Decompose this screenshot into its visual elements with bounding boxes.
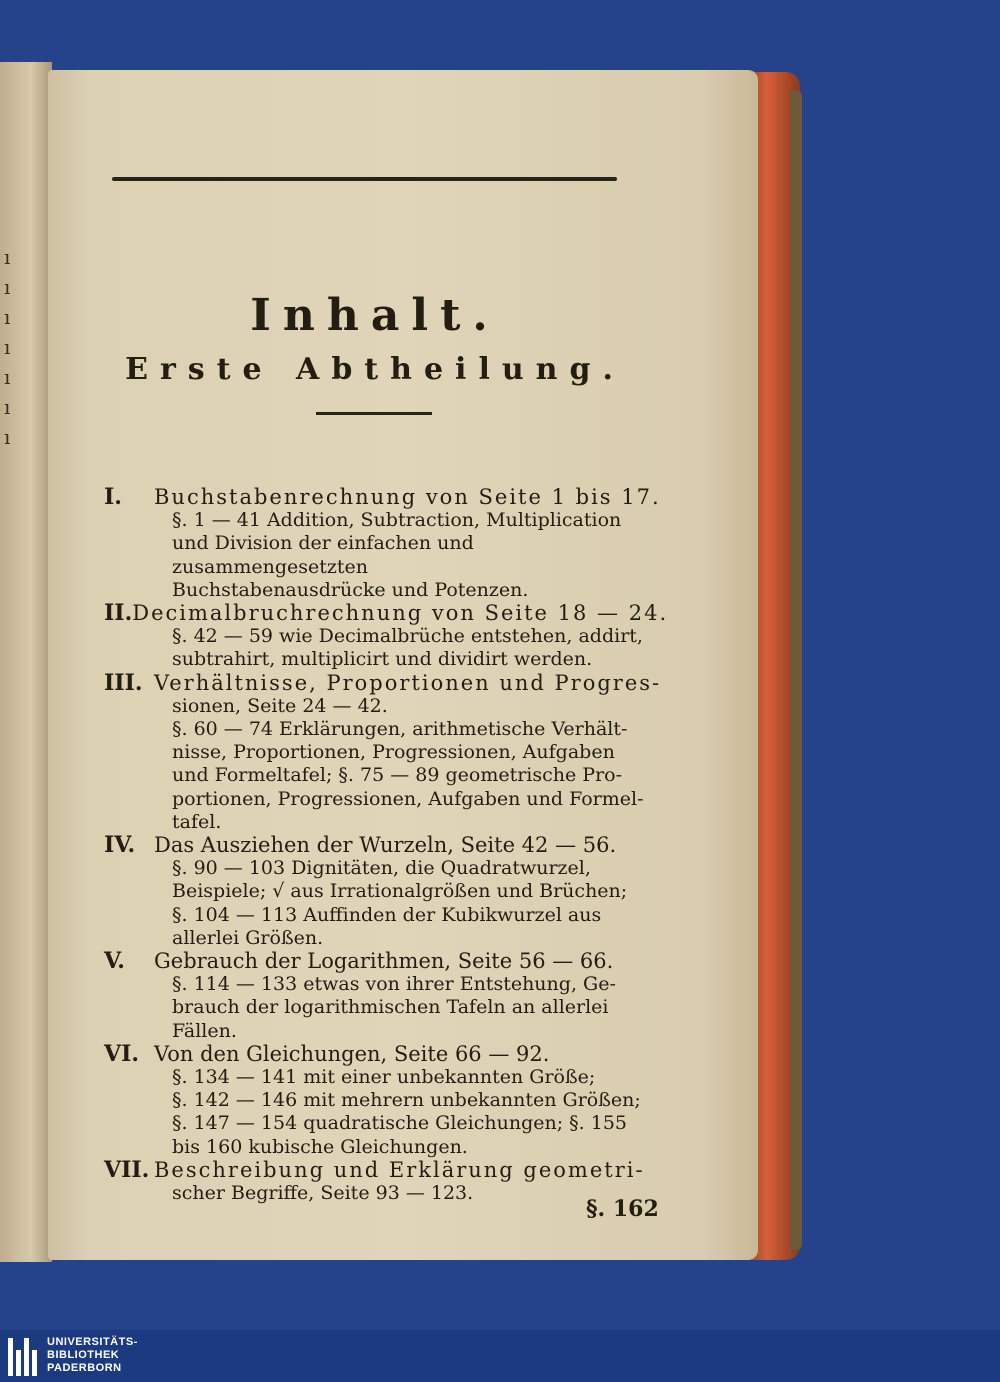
entry-line: Buchstabenausdrücke und Potenzen. (172, 578, 529, 601)
entry-line: §. 114 — 133 etwas von ihrer Entstehung, Ge- (172, 973, 616, 996)
entry-line: Beispiele; √ aus Irrationalgrößen und Brüchen; (172, 880, 628, 903)
entry-number: II. (104, 600, 133, 627)
left-page-edge (0, 62, 52, 1262)
entry-heading: Beschreibung und Erklärung geometri- (154, 1157, 645, 1182)
library-logo (8, 1336, 138, 1376)
logo-line: UNIVERSITÄTS- (47, 1336, 138, 1348)
entry-heading: Von den Gleichungen, Seite 66 — 92. (154, 1041, 550, 1066)
entry-line: portionen, Progressionen, Aufgaben und Formel- (172, 787, 644, 810)
left-mark: ı (4, 245, 11, 269)
entry-line: §. 90 — 103 Dignitäten, die Quadratwurzel, (172, 857, 591, 880)
entry-heading: Verhältnisse, Proportionen und Progres- (154, 670, 662, 695)
table-of-contents (104, 484, 669, 1205)
toc-entry-5 (104, 950, 664, 1043)
entry-line: allerlei Größen. (172, 926, 324, 949)
title-rule (316, 412, 432, 415)
left-mark: ı (4, 395, 11, 419)
toc-entry-7 (104, 1156, 664, 1205)
entry-heading: Decimalbruchrechnung von Seite 18 — 24. (132, 601, 669, 626)
header-rule (112, 177, 617, 181)
book-cover-edge (790, 90, 802, 1250)
entry-number: VII. (104, 1156, 150, 1183)
logo-line: PADERBORN (47, 1362, 122, 1374)
entry-line: tafel. (172, 810, 222, 833)
left-mark: ı (4, 275, 11, 299)
toc-entry-6 (104, 1040, 664, 1159)
entry-line: und Division der einfachen und zusammengesetzten (172, 532, 474, 578)
entry-line: §. 134 — 141 mit einer unbekannten Größe; (172, 1066, 596, 1089)
entry-number: V. (104, 948, 125, 975)
entry-line: §. 142 — 146 mit mehrern unbekannten Größen; (172, 1089, 641, 1112)
entry-line: sionen, Seite 24 — 42. (172, 694, 388, 717)
page-title: Inhalt. (250, 290, 500, 341)
entry-heading: Das Ausziehen der Wurzeln, Seite 42 — 56. (154, 833, 617, 858)
entry-line: scher Begriffe, Seite 93 — 123. (172, 1182, 474, 1205)
entry-line: nisse, Proportionen, Progressionen, Aufgaben (172, 741, 615, 764)
entry-line: subtrahirt, multiplicirt und dividirt werden. (172, 648, 593, 671)
catchword: §. 162 (586, 1196, 659, 1222)
toc-entry-4 (104, 834, 664, 950)
left-mark: ı (4, 425, 11, 449)
toc-entry-1 (104, 486, 664, 602)
logo-line: BIBLIOTHEK (47, 1349, 120, 1361)
logo-text (47, 1336, 138, 1375)
entry-line: §. 42 — 59 wie Decimalbrüche entstehen, addirt, (172, 625, 643, 648)
page-subtitle: Erste Abtheilung. (125, 352, 625, 387)
entry-heading: Gebrauch der Logarithmen, Seite 56 — 66. (154, 949, 614, 974)
entry-line: §. 60 — 74 Erklärungen, arithmetische Verhält- (172, 718, 628, 741)
toc-entry-2 (104, 600, 669, 672)
entry-heading: Buchstabenrechnung von Seite 1 bis 17. (154, 485, 661, 509)
entry-line: §. 147 — 154 quadratische Gleichungen; §. 155 (172, 1112, 628, 1135)
entry-line: brauch der logarithmischen Tafeln an allerlei Fällen. (172, 996, 609, 1042)
entry-line: und Formeltafel; §. 75 — 89 geometrische Pro- (172, 764, 623, 787)
entry-line: §. 104 — 113 Auffinden der Kubikwurzel aus (172, 903, 602, 926)
left-mark: ı (4, 335, 11, 359)
entry-number: IV. (104, 832, 136, 859)
entry-number: III. (104, 669, 143, 696)
logo-bars-icon (8, 1338, 37, 1376)
entry-number: I. (104, 484, 122, 510)
entry-line: §. 1 — 41 Addition, Subtraction, Multiplication (172, 509, 622, 532)
left-mark: ı (4, 305, 11, 329)
entry-number: VI. (104, 1040, 140, 1067)
entry-line: bis 160 kubische Gleichungen. (172, 1135, 468, 1158)
left-page-marks (4, 242, 24, 452)
left-mark: ı (4, 365, 11, 389)
toc-entry-3 (104, 669, 664, 834)
